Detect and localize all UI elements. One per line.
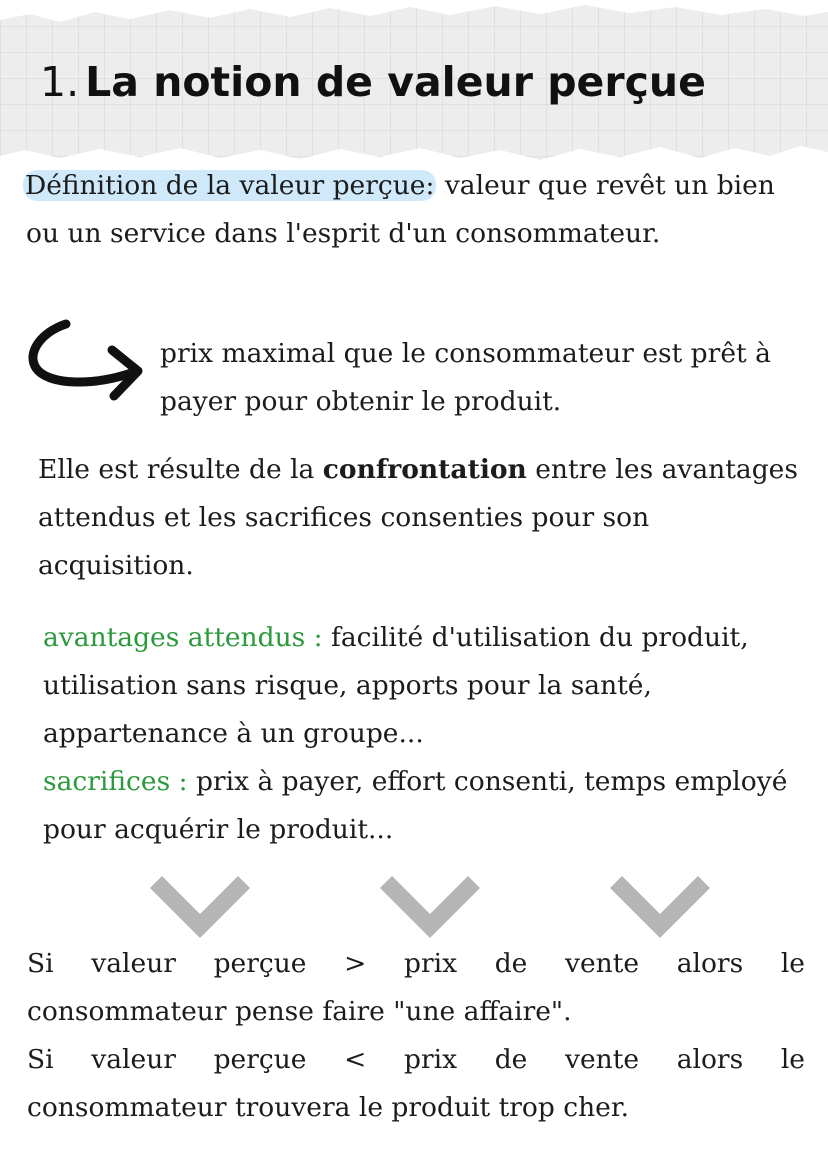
definition-paragraph — [26, 162, 786, 258]
sacrifices-text: prix à payer, effort consenti, temps employé pour acquérir le produit... — [43, 766, 788, 845]
sacrifices-paragraph — [43, 758, 803, 854]
avantages-text: facilité d'utilisation du produit, utilisation sans risque, apports pour la santé, appartenance à un groupe... — [43, 622, 749, 749]
conclusion-block — [27, 940, 805, 1132]
confrontation-paragraph — [38, 446, 798, 590]
avantages-paragraph — [43, 614, 803, 758]
title-number: 1. — [40, 58, 80, 106]
confrontation-before: Elle est résulte de la — [38, 454, 323, 485]
confrontation-after: entre les avantages attendus et les sacrifices consenties pour son acquisition. — [38, 454, 798, 581]
definition-term: Définition de la valeur perçue: — [25, 170, 435, 201]
chevron-down-icon — [148, 874, 252, 940]
confrontation-keyword: confrontation — [322, 454, 527, 485]
definition-text: valeur que revêt un bien ou un service dans l'esprit d'un consommateur. — [26, 170, 775, 249]
page-title — [40, 58, 706, 106]
sacrifices-label: sacrifices : — [43, 766, 188, 797]
conclusion-line-1b: consommateur pense faire "une affaire". — [27, 996, 572, 1027]
chevron-down-icon — [378, 874, 482, 940]
avantages-label: avantages attendus : — [43, 622, 323, 653]
chevron-down-icon — [608, 874, 712, 940]
curved-arrow-icon — [26, 316, 150, 408]
arrow-note: prix maximal que le consommateur est prêt à payer pour obtenir le produit. — [160, 338, 771, 417]
conclusion-line-2b: consommateur trouvera le produit trop cher. — [27, 1092, 630, 1123]
title-text: La notion de valeur perçue — [85, 58, 706, 106]
conclusion-line-1a: Si valeur perçue > prix de vente alors le — [27, 948, 805, 979]
conclusion-line-2a: Si valeur perçue < prix de vente alors le — [27, 1044, 805, 1075]
